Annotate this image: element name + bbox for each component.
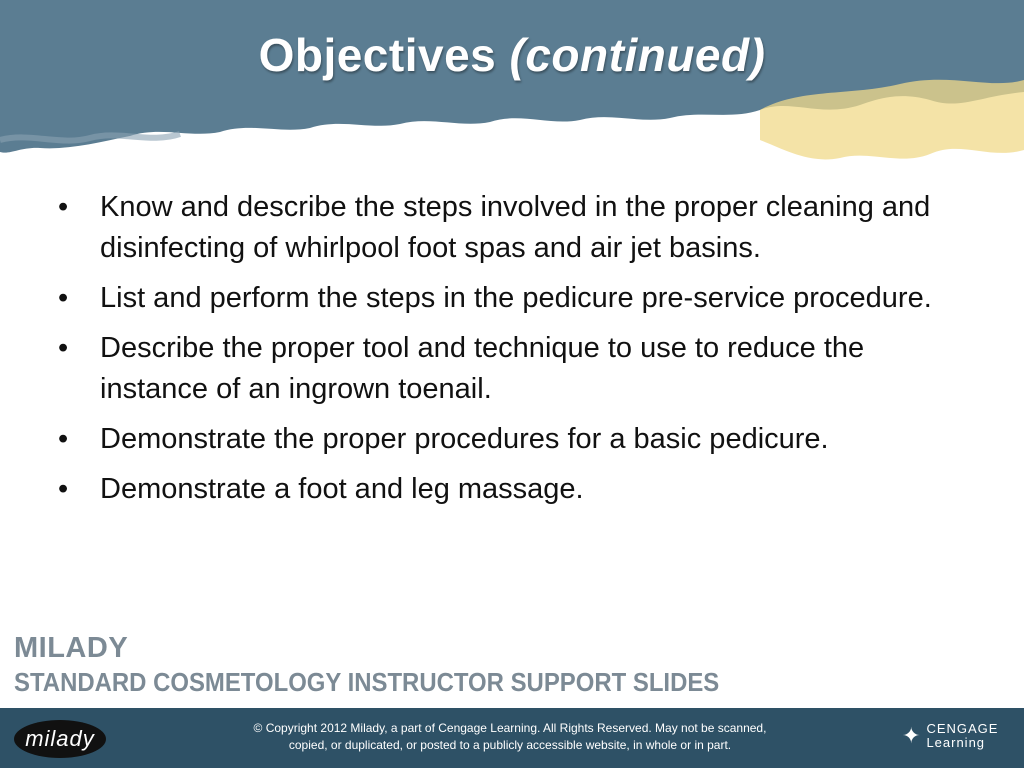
objectives-list [58, 187, 978, 519]
bullet-icon: • [58, 423, 69, 455]
slide-header-banner [0, 0, 1024, 175]
cengage-star-icon: ✦ [902, 723, 921, 748]
milady-brand-title [14, 634, 781, 695]
copyright-line-1: © Copyright 2012 Milady, a part of Cengage Learning. All Rights Reserved. May not be scanned, [253, 721, 767, 735]
list-item-text: Demonstrate a foot and leg massage. [100, 473, 584, 505]
list-item [58, 278, 978, 319]
cengage-logo [902, 722, 998, 750]
list-item [58, 469, 978, 510]
copyright-notice [230, 720, 790, 754]
cengage-wordmark-line-1: CENGAGE [926, 721, 999, 736]
list-item-text: Describe the proper tool and technique to use to reduce the instance of an ingrown toenail. [100, 332, 865, 405]
brand-line-2: STANDARD COSMETOLOGY INSTRUCTOR SUPPORT SLIDES [14, 667, 720, 697]
bullet-icon: • [58, 473, 69, 505]
list-item-text: Demonstrate the proper procedures for a basic pedicure. [100, 423, 829, 455]
bullet-icon: • [58, 191, 69, 223]
slide-title-suffix: (continued) [509, 29, 766, 81]
list-item [58, 187, 978, 269]
copyright-line-2: copied, or duplicated, or posted to a publicly accessible website, in whole or in part. [288, 738, 732, 752]
footer-bar [0, 708, 1024, 768]
list-item-text: Know and describe the steps involved in the proper cleaning and disinfecting of whirlpool foot spas and air jet basins. [100, 191, 931, 264]
list-item-text: List and perform the steps in the pedicure pre-service procedure. [100, 282, 932, 314]
brand-line-1: MILADY [14, 632, 129, 664]
slide-title [0, 28, 1024, 82]
milady-logo: milady [14, 720, 106, 758]
slide-title-main: Objectives [258, 29, 497, 81]
cengage-wordmark-line-2: Learning [926, 735, 986, 750]
list-item [58, 328, 978, 410]
list-item [58, 419, 978, 460]
bullet-icon: • [58, 282, 69, 314]
bullet-icon: • [58, 332, 69, 364]
